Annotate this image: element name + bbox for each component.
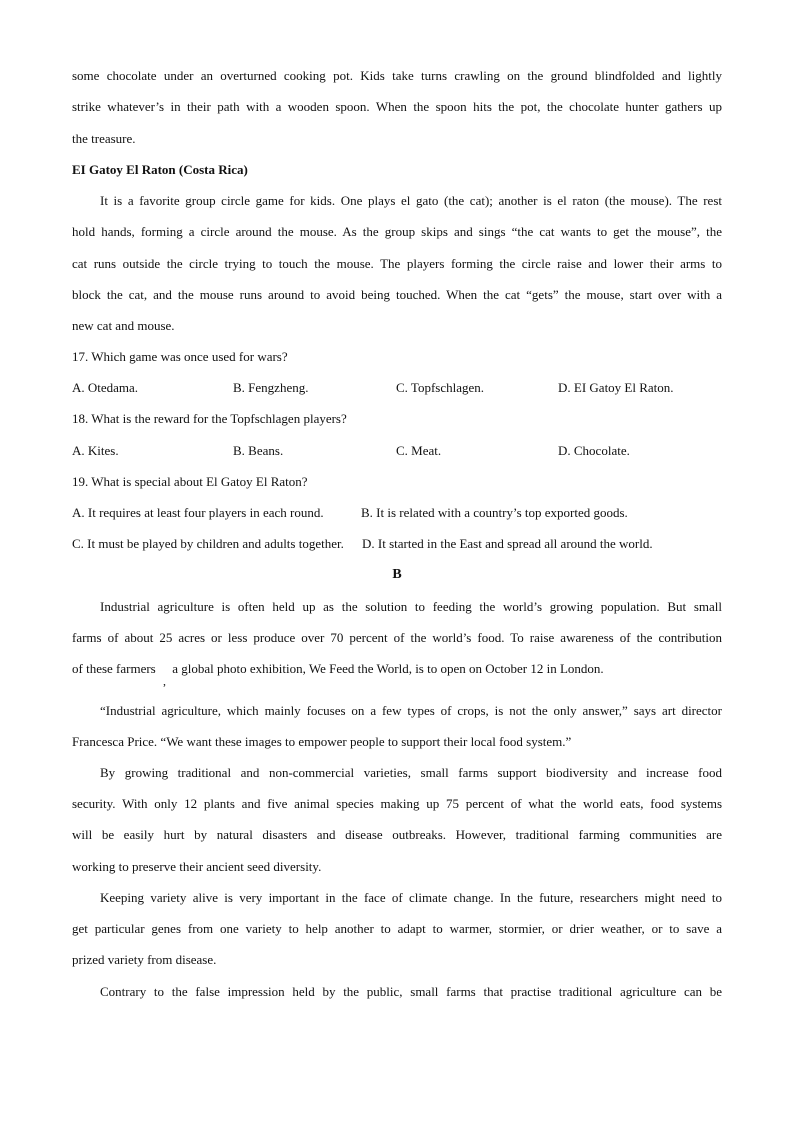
passage-line: some chocolate under an overturned cooking pot. Kids take turns crawling on the ground blindfolded and lightly xyxy=(72,68,722,83)
passage-line: It is a favorite group circle game for kids. One plays el gato (the cat); another is el raton (the mouse). The rest xyxy=(100,193,722,208)
passage-line: hold hands, forming a circle around the mouse. As the group skips and sings “the cat wants to get the mouse”, the xyxy=(72,224,722,239)
passage-line: get particular genes from one variety to help another to adapt to warmer, stormier, or drier weather, or to save a xyxy=(72,921,722,936)
passage-text: a global photo exhibition, We Feed the World, is to open on October 12 in London. xyxy=(172,661,604,676)
passage-line: Contrary to the false impression held by the public, small farms that practise traditional agriculture can be xyxy=(100,984,722,999)
answer-option: B. It is related with a country’s top exported goods. xyxy=(361,505,628,520)
passage-line: working to preserve their ancient seed diversity. xyxy=(72,859,322,874)
passage-line: new cat and mouse. xyxy=(72,318,175,333)
passage-line: farms of about 25 acres or less produce over 70 percent of the world’s food. To raise awareness of the contribution xyxy=(72,630,722,645)
question-stem: 18. What is the reward for the Topfschlagen players? xyxy=(72,411,347,426)
answer-option: A. It requires at least four players in each round. xyxy=(72,505,324,520)
answer-option: B. Fengzheng. xyxy=(233,380,309,395)
answer-option: D. EI Gatoy El Raton. xyxy=(558,380,674,395)
stray-comma: , xyxy=(163,674,166,688)
answer-option: D. It started in the East and spread all around the world. xyxy=(362,536,653,551)
passage-line: Industrial agriculture is often held up as the solution to feeding the world’s growing population. But small xyxy=(100,599,722,614)
answer-option: B. Beans. xyxy=(233,443,284,458)
passage-text: of these farmers xyxy=(72,661,156,676)
passage-line xyxy=(72,660,722,678)
passage-line: strike whatever’s in their path with a wooden spoon. When the spoon hits the pot, the chocolate hunter gathers up xyxy=(72,99,722,114)
passage-line: “Industrial agriculture, which mainly focuses on a few types of crops, is not the only answer,” says art director xyxy=(100,703,722,718)
passage-line: Keeping variety alive is very important in the face of climate change. In the future, researchers might need to xyxy=(100,890,722,905)
answer-option: A. Otedama. xyxy=(72,380,139,395)
passage-line: the treasure. xyxy=(72,131,136,146)
answer-option: C. Meat. xyxy=(396,443,442,458)
passage-line: Francesca Price. “We want these images to empower people to support their local food system.” xyxy=(72,734,572,749)
answer-option: D. Chocolate. xyxy=(558,443,630,458)
answer-option: A. Kites. xyxy=(72,443,119,458)
passage-line: cat runs outside the circle trying to touch the mouse. The players forming the circle raise and lower their arms to xyxy=(72,256,722,271)
passage-line: security. With only 12 plants and five animal species making up 75 percent of what the world eats, food systems xyxy=(72,796,722,811)
question-stem: 17. Which game was once used for wars? xyxy=(72,349,288,364)
passage-line: block the cat, and the mouse runs around to avoid being touched. When the cat “gets” the mouse, start over with a xyxy=(72,287,722,302)
passage-line: will be easily hurt by natural disasters and disease outbreaks. However, traditional farming communities are xyxy=(72,827,722,842)
answer-option: C. Topfschlagen. xyxy=(396,380,485,395)
passage-line: prized variety from disease. xyxy=(72,952,217,967)
section-label: B xyxy=(392,567,402,582)
answer-option: C. It must be played by children and adults together. xyxy=(72,536,344,551)
section-heading: EI Gatoy El Raton (Costa Rica) xyxy=(72,162,248,177)
question-stem: 19. What is special about El Gatoy El Raton? xyxy=(72,474,308,489)
passage-line: By growing traditional and non-commercial varieties, small farms support biodiversity and increase food xyxy=(100,765,722,780)
